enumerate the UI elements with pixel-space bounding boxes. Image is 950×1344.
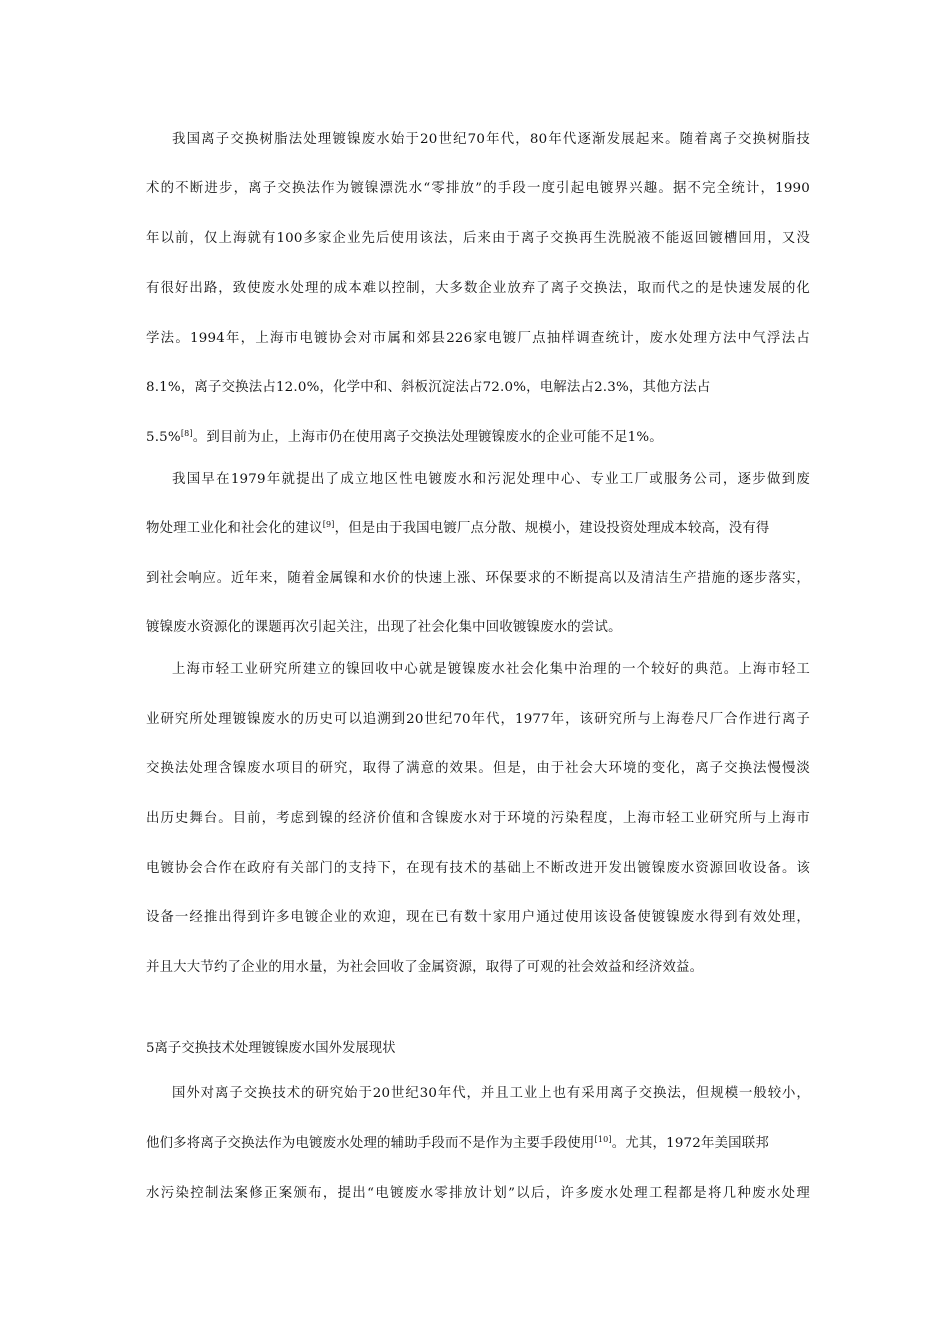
paragraph-line: 上海市轻工业研究所建立的镍回收中心就是镀镍废水社会化集中治理的一个较好的典范。上海市轻工: [172, 662, 810, 677]
text-fragment: [146, 520, 770, 538]
paragraph-line: 年以前，仅上海就有100多家企业先后使用该法，后来由于离子交换再生洗脱液不能返回镀槽回用，又没: [146, 231, 810, 246]
paragraph-line: 术的不断进步，离子交换法作为镀镍漂洗水“零排放”的手段一度引起电镀界兴趣。据不完全统计，1990: [146, 181, 810, 196]
paragraph-line: 并且大大节约了企业的用水量，为社会回收了金属资源，取得了可观的社会效益和经济效益。: [146, 960, 704, 975]
text-fragment: 。到目前为止，上海市仍在使用离子交换法处理镀镍废水的企业可能不足1%。: [192, 430, 663, 445]
text-fragment: ，但是由于我国电镀厂点分散、规模小，建设投资处理成本较高，没有得: [334, 521, 770, 536]
paragraph-line: 国外对离子交换技术的研究始于20世纪30年代，并且工业上也有采用离子交换法，但规模一般较小，: [172, 1086, 810, 1101]
text-fragment: 物处理工业化和社会化的建议: [146, 521, 323, 536]
text-fragment: 。尤其，1972年美国联邦: [611, 1136, 769, 1151]
paragraph-line: 水污染控制法案修正案颁布，提出“电镀废水零排放计划”以后，许多废水处理工程都是将几种废水处理: [146, 1186, 810, 1201]
paragraph-line: 镀镍废水资源化的课题再次引起关注，出现了社会化集中回收镀镍废水的尝试。: [146, 620, 622, 635]
paragraph-line: 交换法处理含镍废水项目的研究，取得了满意的效果。但是，由于社会大环境的变化，离子交换法慢慢淡: [146, 761, 810, 776]
paragraph-line: 有很好出路，致使废水处理的成本难以控制，大多数企业放弃了离子交换法，取而代之的是快速发展的化: [146, 281, 810, 296]
text-fragment: 他们多将离子交换法作为电镀废水处理的辅助手段而不是作为主要手段使用: [146, 1136, 595, 1151]
citation-ref: [9]: [322, 520, 335, 529]
paragraph-line: 我国离子交换树脂法处理镀镍废水始于20世纪70年代，80年代逐渐发展起来。随着离子交换树脂技: [172, 132, 810, 147]
citation-ref: [8]: [180, 429, 193, 438]
paragraph-line: 我国早在1979年就提出了成立地区性电镀废水和污泥处理中心、专业工厂或服务公司，逐步做到废: [172, 472, 810, 487]
paragraph-line: [146, 520, 810, 538]
section-heading: 5离子交换技术处理镀镍废水国外发展现状: [146, 1041, 396, 1056]
paragraph-line: 8.1%，离子交换法占12.0%，化学中和、斜板沉淀法占72.0%，电解法占2.3%，其他方法占: [146, 380, 711, 395]
paragraph-line: 学法。1994年，上海市电镀协会对市属和郊县226家电镀厂点抽样调查统计，废水处理方法中气浮法占: [146, 331, 810, 346]
paragraph-line: [146, 1135, 810, 1153]
paragraph-line: 出历史舞台。目前，考虑到镍的经济价值和含镍废水对于环境的污染程度，上海市轻工业研究所与上海市: [146, 811, 810, 826]
paragraph-line: [146, 429, 810, 447]
citation-ref: [10]: [594, 1135, 612, 1144]
text-fragment: 5.5%: [146, 430, 181, 445]
paragraph-line: 设备一经推出得到许多电镀企业的欢迎，现在已有数十家用户通过使用该设备使镀镍废水得到有效处理，: [146, 910, 810, 925]
paragraph-line: 到社会响应。近年来，随着金属镍和水价的快速上涨、环保要求的不断提高以及清洁生产措施的逐步落实，: [146, 571, 810, 586]
paragraph-line: 业研究所处理镀镍废水的历史可以追溯到20世纪70年代，1977年，该研究所与上海卷尺厂合作进行离子: [146, 712, 810, 727]
paragraph-line: 电镀协会合作在政府有关部门的支持下，在现有技术的基础上不断改进开发出镀镍废水资源回收设备。该: [146, 861, 810, 876]
